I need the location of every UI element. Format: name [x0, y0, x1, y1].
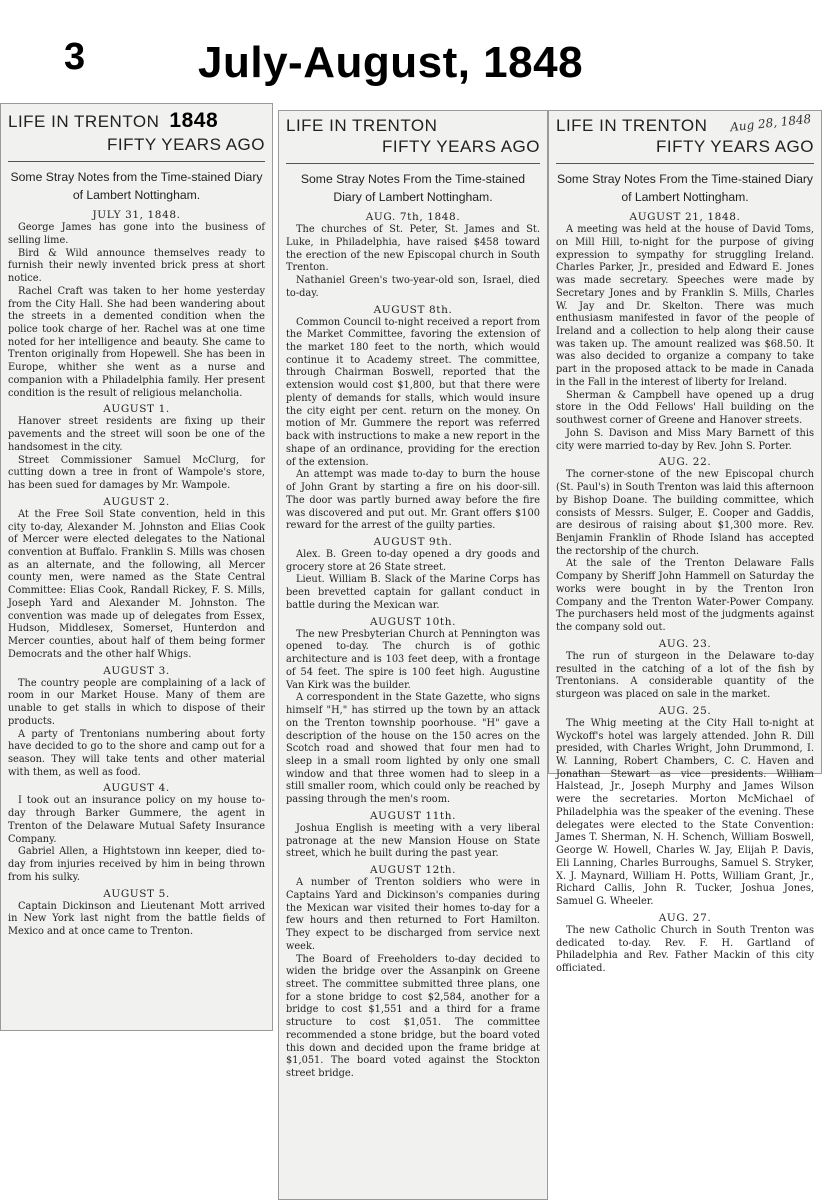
clipping-aug-7: [278, 110, 548, 1200]
diary-entries: [556, 211, 814, 976]
entry-paragraph: Hanover street residents are fixing up their pavements and the street will soon be one of the handsomest in the city.: [8, 416, 265, 453]
page-title: July-August, 1848: [198, 38, 584, 87]
entry-paragraph: Lieut. William B. Slack of the Marine Corps has been brevetted captain for gallant conduct in battle during the Mexican war.: [286, 574, 540, 611]
entry-paragraph: A correspondent in the State Gazette, who signs himself "H," has stirred up the town by an attack on the Trenton township poorhouse. "H" gave a description of the house on the 150 acres on the Scotch road and showed that four men had to sleep in a small room lighted by only one small window and that three women had to sleep in a still smaller room, which could only be reached by passing through the men's room.: [286, 692, 540, 806]
entry-date: AUGUST 21, 1848.: [629, 211, 741, 224]
entry-date: AUGUST 3.: [103, 664, 170, 677]
entry-paragraph: Rachel Craft was taken to her home yesterday from the City Hall. She had been wandering about the streets in a demented condition when the police took charge of her. Rachel was at one time noted for her intelligence and beauty. She came to Trenton originally from Hopewell. She has been in Europe, whither she went as a nurse and companion with a Philadelphia family. Her present condition is the result of religious melancholia.: [8, 285, 265, 399]
entry-date: AUG. 22.: [658, 456, 712, 469]
divider: [286, 163, 540, 164]
entry-paragraph: The Whig meeting at the City Hall to-night at Wyckoff's hotel was largely attended. John R. Dill presided, with Charles Wright, John Drummond, I. W. Lanning, Robert Chambers, C. C. Haven and Jonathan Stewart as vice presidents. William Halstead, Jr., Joseph Murphy and James Wilson were the secretaries. Morton McMichael of Philadelphia was the speaker of the evening. These delegates were elected to the State Convention: James T. Sherman, N. H. Schench, William Boswell, George W. Howell, Charles W. Jay, Elijah P. Davis, Eli Lanning, Charles Burroughs, Samuel S. Stryker, X. J. Maynard, William H. Potts, William Grant, Jr., Richard Callis, John R. Tucker, Joshua Jones, Samuel G. Wheeler.: [556, 717, 814, 908]
entry-paragraph: Nathaniel Green's two-year-old son, Israel, died to-day.: [286, 275, 540, 299]
entry-paragraph: John S. Davison and Miss Mary Barnett of this city were married to-day by Rev. John S. Porter.: [556, 427, 814, 452]
entry-date: AUGUST 2.: [103, 495, 170, 508]
entry-paragraph: Common Council to-night received a report from the Market Committee, favoring the extension of the market 180 feet to the north, which would continue it to Academy street. The committee, through Chairman Boswell, reported that the extension would cost $1,800, but that there were plenty of demands for stalls, which would insure the city eight per cent. return on the money. On motion of Mr. Gummere the report was referred back with instructions to make a new report in the shape of an ordinance, providing for the erection of the extension.: [286, 316, 540, 468]
headline-life-in-trenton: LIFE IN TRENTON: [556, 116, 708, 135]
entry-date: AUG. 7th, 1848.: [365, 211, 461, 224]
clipping-aug-21: [548, 110, 822, 975]
entry-paragraph: The new Presbyterian Church at Pennington was opened to-day. The church is of gothic architecture and is 103 feet deep, with a frontage of 54 feet. The spire is 100 feet high. Augustine Van Kirk was the builder.: [286, 628, 540, 691]
entry-paragraph: Captain Dickinson and Lieutenant Mott arrived in New York last night from the battle fields of Mexico and at once came to Trenton.: [8, 900, 265, 938]
entry-paragraph: A party of Trentonians numbering about forty have decided to go to the shore and camp out for a season. They will take tents and other material with them, as well as food.: [8, 728, 265, 778]
clipping-july-31: [0, 103, 273, 1031]
headline-fifty-years-ago: FIFTY YEARS AGO: [106, 135, 265, 155]
entry-paragraph: Alex. B. Green to-day opened a dry goods and grocery store at 26 State street.: [286, 548, 540, 573]
entry-paragraph: The churches of St. Peter, St. James and St. Luke, in Philadelphia, have raised $458 toward the erection of the new Episcopal church in South Trenton.: [286, 224, 540, 274]
entry-paragraph: The Board of Freeholders to-day decided to widen the bridge over the Assanpink on Greene street. The committee submitted three plans, one for a stone bridge to cost $2,584, another for a bridge to cost $1,551 and a third for a frame structure to cost $1,051. The committee recommended a stone bridge, but the board voted this down and decided upon the frame bridge at $1,051. The board voted against the Stockton street bridge.: [286, 953, 540, 1080]
entry-date: AUGUST 10th.: [369, 615, 457, 628]
headline-life-in-trenton: LIFE IN TRENTON: [8, 112, 160, 131]
entry-paragraph: Street Commissioner Samuel McClurg, for cutting down a tree in front of Wampole's store, has been sued for damages by Mr. Wampole.: [8, 454, 265, 492]
entry-paragraph: Bird & Wild announce themselves ready to furnish their newly invented brick press at short notice.: [8, 247, 265, 285]
entry-paragraph: The country people are complaining of a lack of room in our Market House. Many of them are unable to get stalls in which to dispose of their products.: [8, 677, 265, 727]
entry-date: AUGUST 8th.: [373, 303, 453, 316]
divider: [556, 163, 814, 164]
entry-date: AUGUST 1.: [103, 403, 170, 416]
subheadline: Some Stray Notes From the Time-stained Diary of Lambert Nottingham.: [556, 171, 814, 204]
headline-life-in-trenton: LIFE IN TRENTON: [286, 116, 438, 135]
entry-paragraph: I took out an insurance policy on my house to-day through Barker Gummere, the agent in Trenton of the Delaware Mutual Safety Insurance Company.: [8, 795, 265, 845]
entry-paragraph: The new Catholic Church in South Trenton was dedicated to-day. Rev. F. H. Gartland of Philadelphia and Rev. Father Mackin of this city officiated.: [556, 924, 814, 975]
entry-paragraph: The run of sturgeon in the Delaware to-day resulted in the catching of a lot of the fish by Trentonians. A considerable quantity of the sturgeon was placed on sale in the market.: [556, 650, 814, 701]
entry-date: AUGUST 12th.: [369, 864, 457, 877]
entry-paragraph: George James has gone into the business of selling lime.: [8, 222, 265, 246]
entry-date: AUGUST 9th.: [373, 535, 453, 548]
entry-date: AUGUST 5.: [103, 887, 170, 900]
divider: [8, 161, 265, 162]
subheadline: Some Stray Notes From the Time-stained Diary of Lambert Nottingham.: [300, 171, 526, 204]
entry-paragraph: Sherman & Campbell have opened up a drug store in the Odd Fellows' Hall building on the southwest corner of Greene and Hanover streets.: [556, 389, 814, 427]
headline-fifty-years-ago: FIFTY YEARS AGO: [655, 137, 814, 157]
entry-paragraph: A meeting was held at the house of David Toms, on Mill Hill, to-night for the purpose of giving expression to sympathy for struggling Ireland. Charles Parker, Jr., presided and Edward E. Jones was made secretary. Speeches were made by Secretary Jones and by Franklin S. Mills, Charles W. Jay and Dr. Skelton. There was much enthusiasm manifested in favor of the people of Ireland and a collection to help along their cause was taken up. The amount realized was $68.50. It was also decided to organize a company to take part in the proposed attack to be made in Canada in the Fall in the interest of liberty for Ireland.: [556, 224, 814, 388]
entry-paragraph: An attempt was made to-day to burn the house of John Grant by starting a fire on his door-sill. The door was partly burned away before the fire was discovered and put out. Mr. Grant offers $100 reward for the arrest of the guilty parties.: [286, 469, 540, 532]
entry-paragraph: At the Free Soil State convention, held in this city to-day, Alexander M. Johnston and Elias Cook of Mercer were elected delegates to the National convention at Buffalo. Franklin S. Mills was chosen as an alternate, and the following, all Mercer county men, were named as the State Central Committee: Elias Cook, Randall Rickey, F. S. Mills, Joseph Yard and Alexander M. Johnston. The convention was made up of delegates from Essex, Hudson, Middlesex, Somerset, Hunterdon and Mercer counties, about half of them being former Democrats and the other half Whigs.: [8, 508, 265, 660]
entry-paragraph: Gabriel Allen, a Hightstown inn keeper, died to-day from injuries received by him in being thrown from his sulky.: [8, 846, 265, 883]
diary-entries: [8, 209, 265, 939]
entry-paragraph: A number of Trenton soldiers who were in Captains Yard and Dickinson's companies during the Mexican war visited their homes to-day for a few hours and then returned to Fort Hamilton. They expect to be discharged from service next week.: [286, 877, 540, 952]
entry-paragraph: At the sale of the Trenton Delaware Falls Company by Sheriff John Hammell on Saturday the works were bought in by the Trenton Iron Company and the Trenton Water-Power Company. The purchasers held most of the judgments against the company sold out.: [556, 558, 814, 634]
entry-date: AUG. 23.: [658, 637, 712, 650]
entry-date: JULY 31, 1848.: [92, 209, 181, 222]
headline-fifty-years-ago: FIFTY YEARS AGO: [381, 137, 540, 157]
entry-paragraph: The corner-stone of the new Episcopal church (St. Paul's) in South Trenton was laid this afternoon by Bishop Doane. The building committee, which consists of Messrs. Sulger, E. Cooper and Gaddis, are desirous of raising about $1,300 more. Rev. Benjamin Franklin of Rhode Island has accepted the rectorship of the church.: [556, 469, 814, 557]
entry-date: AUGUST 11th.: [369, 809, 457, 822]
entry-date: AUG. 25.: [658, 704, 712, 717]
page-number: 3: [64, 36, 86, 78]
subheadline: Some Stray Notes from the Time-stained Diary of Lambert Nottingham.: [10, 169, 263, 202]
handwritten-date: Aug 28, 1848: [729, 111, 812, 135]
entry-date: AUGUST 4.: [103, 782, 170, 795]
entry-paragraph: Joshua English is meeting with a very liberal patronage at the new Mansion House on State street, which he built during the past year.: [286, 822, 540, 860]
entry-date: AUG. 27.: [658, 911, 712, 924]
handwritten-year: 1848: [169, 109, 219, 132]
diary-entries: [286, 211, 540, 1081]
